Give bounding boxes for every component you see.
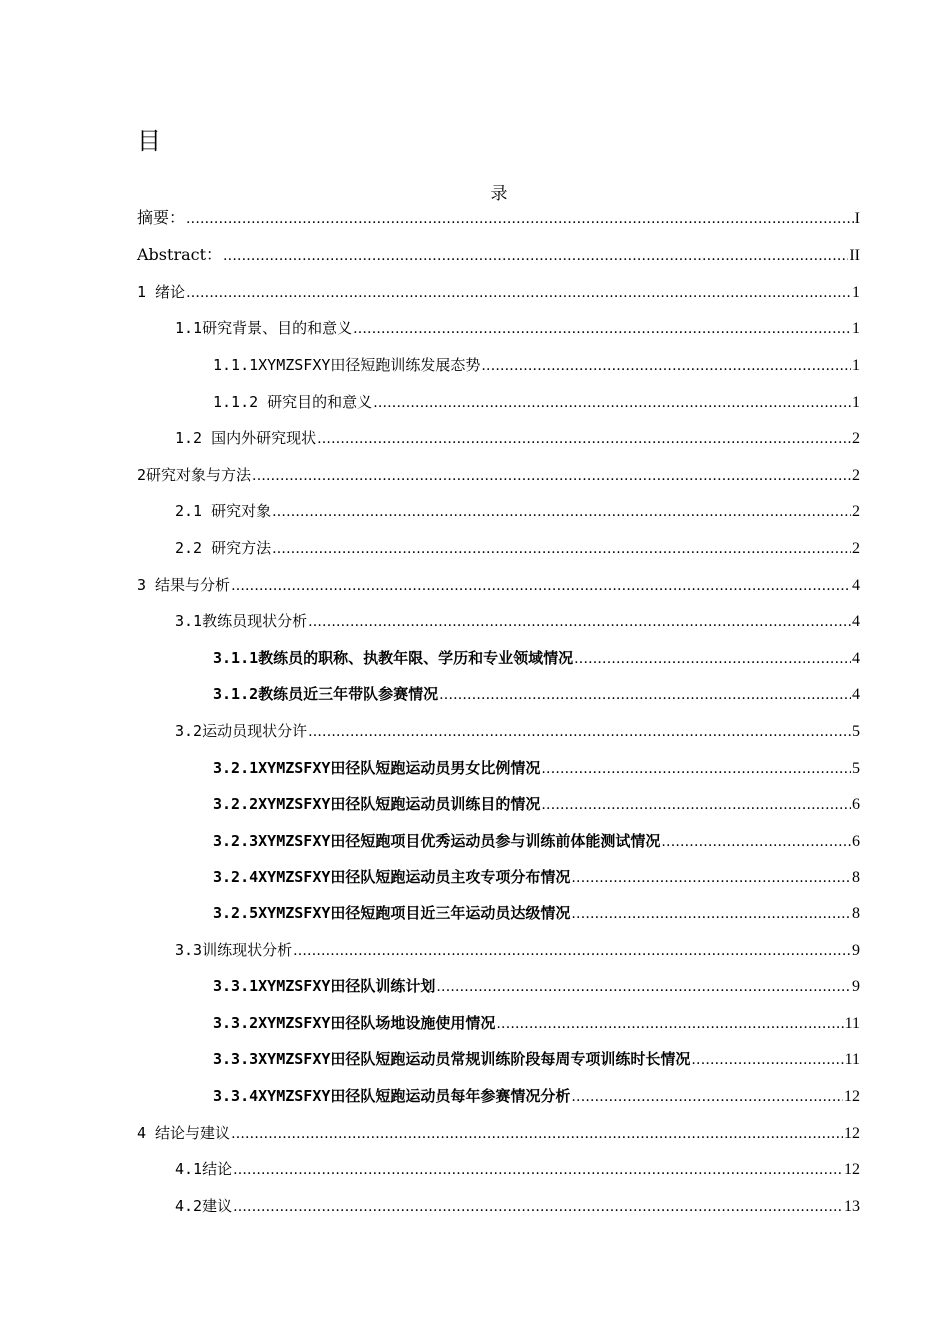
- toc-entry-page: 12: [844, 1161, 860, 1178]
- toc-entry-page: 1: [852, 284, 860, 301]
- toc-entry-label: 3.2运动员现状分许: [175, 722, 308, 740]
- toc-entry-page: II: [849, 247, 860, 264]
- toc-leader-dots: [231, 574, 851, 598]
- toc-entry[interactable]: [175, 719, 860, 743]
- toc-leader-dots: [252, 464, 851, 488]
- toc-entry[interactable]: [137, 280, 860, 304]
- toc-entry[interactable]: [213, 756, 860, 780]
- toc-entry-label: 3.2.5XYMZSFXY田径短跑项目近三年运动员达级情况: [213, 904, 571, 922]
- toc-leader-dots: [541, 757, 851, 781]
- toc-entry-label: 1.1.2 研究目的和意义: [213, 393, 373, 411]
- toc-leader-dots: [436, 975, 851, 999]
- toc-entry-page: 4: [852, 577, 860, 594]
- toc-entry[interactable]: [213, 390, 860, 414]
- toc-entry-page: 13: [844, 1198, 860, 1215]
- toc-leader-dots: [481, 354, 851, 378]
- toc-entry-page: 8: [852, 905, 860, 922]
- toc-entry-label: 3.3.3XYMZSFXY田径队短跑运动员常规训练阶段每周专项训练时长情况: [213, 1050, 691, 1068]
- toc-entry-label: 1 绪论: [137, 283, 186, 301]
- toc-entry[interactable]: [213, 865, 860, 889]
- toc-entry[interactable]: [175, 536, 860, 560]
- toc-leader-dots: [496, 1012, 843, 1036]
- toc-entry[interactable]: [175, 1194, 860, 1218]
- toc-entry-page: 8: [852, 869, 860, 886]
- toc-entry-label: 3.3.1XYMZSFXY田径队训练计划: [213, 977, 436, 995]
- toc-entry-page: I: [854, 210, 860, 227]
- toc-leader-dots: [373, 391, 851, 415]
- toc-leader-dots: [293, 939, 851, 963]
- toc-entry-label: 3.3.4XYMZSFXY田径队短跑运动员每年参赛情况分析: [213, 1087, 571, 1105]
- toc-leader-dots: [574, 647, 851, 671]
- toc-entry[interactable]: [175, 938, 860, 962]
- toc-entry[interactable]: [137, 573, 860, 597]
- toc-entry-label: 摘要：: [137, 208, 186, 227]
- toc-entry-page: 6: [852, 833, 860, 850]
- toc-entry-label: Abstract：: [137, 245, 223, 264]
- toc-leader-dots: [272, 537, 851, 561]
- toc-leader-dots: [571, 1085, 843, 1109]
- toc-entry-page: 5: [852, 760, 860, 777]
- toc-entry[interactable]: [213, 792, 860, 816]
- toc-entry-page: 9: [852, 942, 860, 959]
- toc-entry-label: 3 结果与分析: [137, 576, 231, 594]
- toc-entry[interactable]: [137, 463, 860, 487]
- toc-entry-label: 3.1.2教练员近三年带队参赛情况: [213, 685, 439, 703]
- toc-entry-page: 12: [844, 1125, 860, 1142]
- toc-entry[interactable]: [213, 353, 860, 377]
- toc-entry-label: 2研究对象与方法: [137, 466, 252, 484]
- toc-entry[interactable]: [175, 316, 860, 340]
- toc-entry-page: 11: [844, 1015, 860, 1032]
- toc-leader-dots: [571, 866, 851, 890]
- toc-entry-label: 2.1 研究对象: [175, 502, 272, 520]
- toc-entry[interactable]: [213, 1084, 860, 1108]
- toc-entry[interactable]: [213, 1047, 860, 1071]
- toc-title-char-1: 目: [137, 127, 161, 155]
- toc-entry-label: 4.2建议: [175, 1197, 233, 1215]
- toc-leader-dots: [571, 902, 851, 926]
- toc-entry[interactable]: [213, 829, 860, 853]
- toc-leader-dots: [439, 683, 851, 707]
- toc-entry[interactable]: [137, 243, 860, 267]
- toc-entry-label: 3.3.2XYMZSFXY田径队场地设施使用情况: [213, 1014, 496, 1032]
- toc-leader-dots: [186, 207, 854, 231]
- toc-leader-dots: [233, 1158, 843, 1182]
- toc-entry-page: 2: [852, 540, 860, 557]
- toc-entry-page: 5: [852, 723, 860, 740]
- toc-leader-dots: [186, 281, 851, 305]
- toc-entry[interactable]: [137, 1121, 860, 1145]
- toc-entry-label: 3.3训练现状分析: [175, 941, 293, 959]
- toc-entry-page: 2: [852, 467, 860, 484]
- toc-entry[interactable]: [213, 974, 860, 998]
- toc-entry-label: 1.2 国内外研究现状: [175, 429, 317, 447]
- toc-leader-dots: [233, 1195, 843, 1219]
- toc-entry-label: 3.2.1XYMZSFXY田径队短跑运动员男女比例情况: [213, 759, 541, 777]
- toc-entry[interactable]: [213, 646, 860, 670]
- toc-entry-label: 3.1.1教练员的职称、执教年限、学历和专业领域情况: [213, 649, 574, 667]
- toc-entry-page: 12: [844, 1088, 860, 1105]
- toc-entry-page: 4: [852, 613, 860, 630]
- toc-entry-label: 3.1教练员现状分析: [175, 612, 308, 630]
- toc-entry-label: 2.2 研究方法: [175, 539, 272, 557]
- toc-leader-dots: [308, 610, 851, 634]
- toc-entry-page: 2: [852, 430, 860, 447]
- toc-entry-page: 1: [852, 394, 860, 411]
- toc-leader-dots: [272, 500, 851, 524]
- toc-leader-dots: [691, 1048, 843, 1072]
- toc-entry[interactable]: [213, 901, 860, 925]
- toc-leader-dots: [661, 830, 851, 854]
- toc-entry[interactable]: [213, 682, 860, 706]
- toc-entry-page: 6: [852, 796, 860, 813]
- toc-leader-dots: [231, 1122, 843, 1146]
- toc-entry[interactable]: [175, 1157, 860, 1181]
- toc-leader-dots: [353, 317, 851, 341]
- toc-entry-label: 3.2.3XYMZSFXY田径短跑项目优秀运动员参与训练前体能测试情况: [213, 832, 661, 850]
- toc-entry-label: 3.2.4XYMZSFXY田径队短跑运动员主攻专项分布情况: [213, 868, 571, 886]
- toc-entry-label: 1.1研究背景、目的和意义: [175, 319, 353, 337]
- toc-entry-page: 2: [852, 503, 860, 520]
- toc-leader-dots: [317, 427, 851, 451]
- toc-entry[interactable]: [175, 426, 860, 450]
- toc-entry-page: 4: [852, 686, 860, 703]
- toc-entry-page: 4: [852, 650, 860, 667]
- toc-entry-page: 9: [852, 978, 860, 995]
- toc-entry-label: 1.1.1XYMZSFXY田径短跑训练发展态势: [213, 356, 481, 374]
- toc-entry[interactable]: [175, 499, 860, 523]
- toc-leader-dots: [308, 720, 851, 744]
- toc-entry-page: 11: [844, 1051, 860, 1068]
- toc-entry[interactable]: [175, 609, 860, 633]
- toc-entry-label: 4 结论与建议: [137, 1124, 231, 1142]
- toc-entry-page: 1: [852, 320, 860, 337]
- toc-leader-dots: [223, 244, 848, 268]
- toc-entry-page: 1: [852, 357, 860, 374]
- toc-entry-label: 3.2.2XYMZSFXY田径队短跑运动员训练目的情况: [213, 795, 541, 813]
- toc-title-char-2: 录: [490, 184, 508, 204]
- toc-entry[interactable]: [213, 1011, 860, 1035]
- toc-entry[interactable]: [137, 206, 860, 230]
- toc-leader-dots: [541, 793, 851, 817]
- toc-entry-label: 4.1结论: [175, 1160, 233, 1178]
